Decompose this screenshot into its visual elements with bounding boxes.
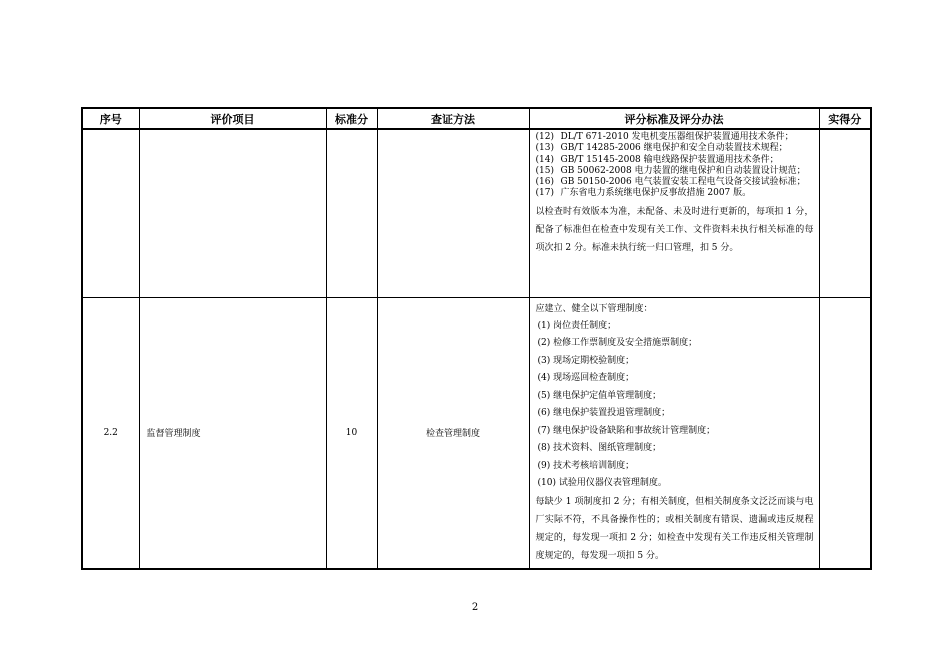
table-row-2-2	[82, 297, 871, 569]
cell-actual-score	[819, 297, 871, 569]
header-standard-score: 标准分	[326, 108, 377, 129]
management-item: (3) 现场定期校验制度；	[537, 355, 635, 366]
management-item: (8) 技术资料、图纸管理制度；	[537, 443, 662, 454]
header-seq: 序号	[82, 108, 139, 129]
cell-actual-score-empty	[819, 129, 871, 297]
cell-standard-score: 10	[326, 297, 377, 569]
management-item: (6) 继电保护装置投退管理制度；	[537, 408, 671, 419]
management-item: (10) 试验用仪器仪表管理制度。	[537, 478, 667, 489]
cell-item: 监督管理制度	[139, 297, 326, 569]
standard-item: (13) GB/T 14285-2006 继电保护和安全自动装置技术规程；	[535, 143, 788, 154]
management-item: (7) 继电保护设备缺陷和事故统计管理制度；	[537, 425, 716, 436]
header-verification-method: 查证方法	[377, 108, 529, 129]
cell-seq: 2.2	[82, 297, 139, 569]
cell-item-empty	[139, 129, 326, 297]
table-header-row	[82, 108, 871, 129]
header-item: 评价项目	[139, 108, 326, 129]
standard-item: (12) DL/T 671-2010 发电机变压器组保护装置通用技术条件；	[535, 132, 794, 142]
page-number: 2	[471, 602, 479, 613]
cell-score-empty	[326, 129, 377, 297]
cell-criteria-standards	[529, 129, 819, 297]
cell-method-empty	[377, 129, 529, 297]
table-row-continued	[82, 129, 871, 297]
management-item: (4) 现场巡回检查制度；	[537, 373, 635, 384]
header-scoring-criteria: 评分标准及评分办法	[529, 108, 819, 129]
evaluation-table	[81, 107, 872, 570]
management-item: (5) 继电保护定值单管理制度；	[537, 390, 662, 401]
header-actual-score: 实得分	[819, 108, 871, 129]
management-item: (1) 岗位责任制度；	[537, 320, 617, 331]
scoring-paragraph-standards: 以检查时有效版本为准，未配备、未及时进行更新的，每项扣 1 分，配备了标准但在检查中发现有关工作、文件资料未执行相关标准的每项次扣 2 分。标准未执行统一归口管理，扣 5 分。	[535, 206, 814, 253]
standard-item: (17) 广东省电力系统继电保护反事故措施 2007 版。	[535, 188, 752, 199]
cell-criteria-management	[529, 297, 819, 569]
management-lead: 应建立、健全以下管理制度：	[535, 303, 653, 314]
management-item: (9) 技术考核培训制度；	[537, 460, 635, 471]
standard-item: (14) GB/T 15145-2008 输电线路保护装置通用技术条件；	[535, 154, 779, 165]
standard-item: (15) GB 50062-2008 电力装置的继电保护和自动装置设计规范；	[535, 165, 806, 176]
standard-item: (16) GB 50150-2006 电气装置安装工程电气设备交接试验标准；	[535, 177, 806, 188]
cell-verification-method: 检查管理制度	[377, 297, 529, 569]
cell-seq-empty	[82, 129, 139, 297]
scoring-paragraph-management: 每缺少 1 项制度扣 2 分；有相关制度，但相关制度条文泛泛而谈与电厂实际不符，不具备操作性的；或相关制度有错误、遗漏或违反规程规定的，每发现一项扣 2 分；如检查中发现有关工作违反相关管理制度规定的，每发现一项扣 5 分。	[535, 496, 814, 561]
management-item: (2) 检修工作票制度及安全措施票制度；	[537, 338, 698, 349]
